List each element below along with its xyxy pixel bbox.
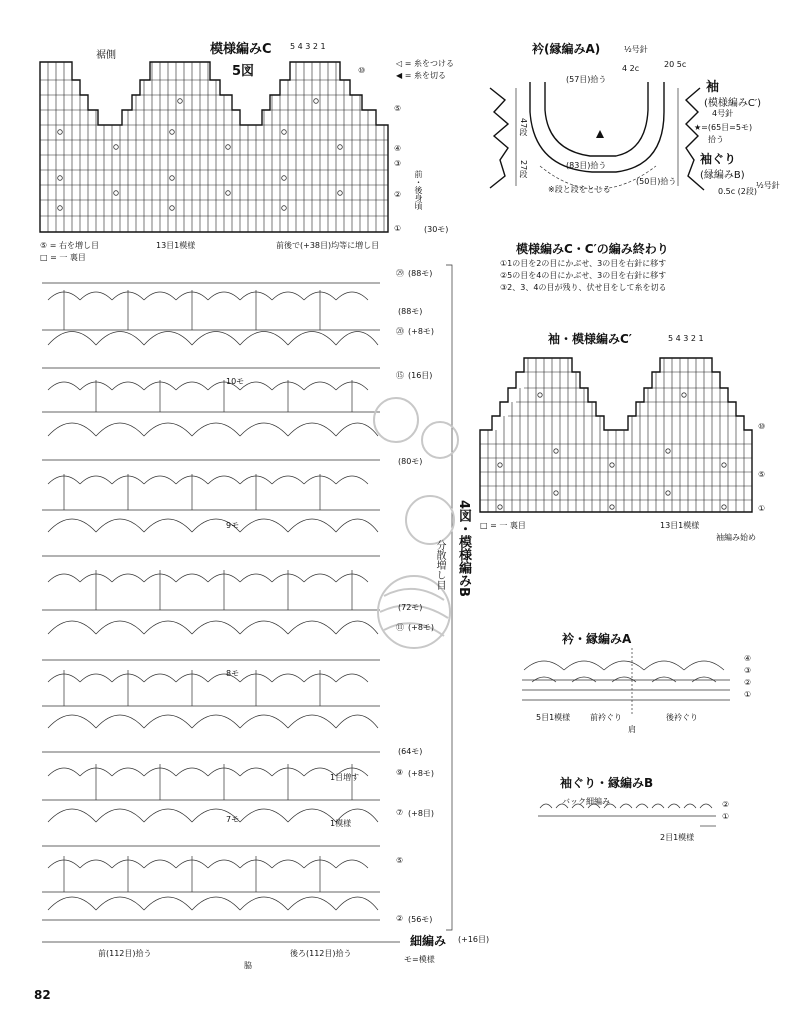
chart-b-count-note: (80モ) [398,457,423,466]
chart-b-count-note: (88モ) [398,307,423,316]
chart-b-inline-label: 1模様 [330,819,352,828]
chart-c-column-numbers: 5 4 3 2 1 [290,42,326,51]
neck-left-rows: 47段 [519,118,528,137]
chart-b-inline-label: 8モ [226,669,240,678]
neck-needle: ½号針 [624,45,648,54]
chart-b-count-note: (88モ) [408,269,433,278]
chart-b-title: 4図・模様編みB [456,500,471,597]
chart-c-stitch-count: (30モ) [424,225,449,234]
edging-a-repeat-label: 5目1模様 [536,713,571,722]
neck-stitches-top: (57目)拾う [566,75,607,84]
edging-b-title: 袖ぐり・縁編みB [560,776,654,790]
edging-a-row-1: ① [744,690,752,699]
neck-note: ※段と段をとじる [548,185,611,194]
chart-b-crochet [42,265,452,942]
edging-a-row-2: ② [744,678,752,687]
sleeve-top-rows: 20 5c [664,60,687,69]
chart-b-inline-label: 9モ [226,521,240,530]
chart-b-rib-note: (+16目) [458,935,490,944]
chart-c-figure-number: 5図 [232,64,255,79]
finishing-line-3: ③2、3、4の目が残り、伏せ目をして糸を切る [500,283,667,292]
chart-c-grid [40,62,388,232]
chart-c-increase-note: 前後で(+38目)均等に増し目 [276,241,380,250]
sleeve-chart-start-note: 袖編み始め [716,533,756,542]
chart-b-count-note: (56モ) [408,915,433,924]
chart-b-subtitle: 分散増し目 [434,540,445,590]
chart-b-count-note: (+8目) [408,809,435,818]
edging-b-row-1: ① [722,812,730,821]
finishing-line-1: ①1の目を2の目にかぶせ、3の目を右針に移す [500,259,667,268]
chart-c-row-5: ⑤ [394,104,402,113]
sleeve-chart-title: 袖・模様編みC′ [548,332,632,346]
chart-b-count-label: ② [396,914,404,923]
finishing-title: 模様編みC・C′の編み終わり [516,242,669,256]
chart-c-row-3: ③ [394,159,402,168]
chart-b-count-note: (72モ) [398,603,423,612]
sleeve-chart-row-5: ⑤ [758,470,766,479]
sleeve-title: 袖 [706,80,720,95]
edging-a-row-4: ④ [744,654,752,663]
legend-cut-yarn: ◀ = 糸を切る [396,71,446,80]
edging-a-chart [522,648,730,716]
edging-a-back-label: 後衿ぐり [666,713,698,722]
chart-c-row-2: ② [394,190,402,199]
sleeve-chart-legend-purl: □ = 一 裏目 [480,521,526,530]
edging-a-title: 衿・縁編みA [562,632,632,646]
sleeve-chart-row-1: ① [758,504,766,513]
neck-stitches-bottom: (83目)拾う [566,161,607,170]
finishing-line-2: ②5の目を4の目にかぶせ、3の目を右針に移す [500,271,667,280]
chart-b-bottom-front: 前(112目)拾う [98,949,152,958]
chart-b-count-note: (+8モ) [408,623,435,632]
neck-rows: 4 2c [622,64,640,73]
chart-b-count-label: ⑤ [396,856,404,865]
chart-b-bottom-back: 後ろ(112目)拾う [290,949,352,958]
chart-b-count-label: ⑦ [396,808,404,817]
chart-b-count-note: (+8モ) [408,769,435,778]
chart-b-bottom-side: 脇 [244,961,252,970]
chart-c-side-label: 裾側 [96,50,116,61]
chart-b-motif-note: モ=模様 [404,955,435,964]
sleeve-chart-grid [480,358,752,512]
chart-c-row-4: ④ [394,144,402,153]
chart-b-count-note: (16目) [408,371,433,380]
chart-b-count-label: ⑮ [396,371,404,380]
chart-b-rib-label: 細編み [410,934,447,948]
chart-b-count-label: ⑪ [396,623,404,632]
sleeve-chart-repeat-label: 13目1模様 [660,521,700,530]
chart-b-inline-label: 7モ [226,815,240,824]
chart-c-row-10: ⑩ [358,66,366,75]
armhole-rows: 0.5c (2段) [718,187,757,196]
sleeve-chart-column-numbers: 5 4 3 2 1 [668,334,704,343]
armhole-needle: ½号針 [756,181,780,190]
legend-add-yarn: ◁ = 糸をつける [396,59,454,68]
sleeve-needle: 4号針 [712,109,734,118]
chart-b-inline-label: 10モ [226,377,245,386]
edging-b-chart [538,804,716,826]
chart-c-title: 模様編みC [210,42,272,57]
armhole-pick: (50目)拾う [636,177,677,186]
armhole-title: 袖ぐり [700,152,737,166]
legend-purl: □ = 一 裏目 [40,253,86,262]
edging-a-mark: 肩 [628,725,636,734]
chart-c-side-note: 前・後身頃 [414,170,423,210]
chart-b-count-label: ⑳ [396,327,404,336]
neck-title: 衿(縁編みA) [532,42,601,56]
page-number: 82 [34,988,51,1002]
neck-left-rows-2: 27段 [519,160,528,179]
edging-a-row-3: ③ [744,666,752,675]
sleeve-subtitle: (模様編みC′) [704,98,762,109]
edging-b-stitch-label: バック細編み [562,797,610,806]
chart-b-count-note: (64モ) [398,747,423,756]
chart-c-repeat-label: 13目1模様 [156,241,196,250]
sleeve-chart-row-10: ⑩ [758,422,766,431]
chart-b-count-note: (+8モ) [408,327,435,336]
chart-c-row-1: ① [394,224,402,233]
sleeve-count-pick: 拾う [708,135,724,144]
edging-b-row-2: ② [722,800,730,809]
armhole-subtitle: (縁編みB) [700,170,745,181]
edging-a-front-label: 前衿ぐり [590,713,622,722]
chart-b-count-label: ⑨ [396,768,404,777]
edging-b-repeat-label: 2目1模様 [660,833,695,842]
chart-b-inline-label: 1目増す [330,773,360,782]
legend-increase: ⑤ = 右を増し目 [40,241,99,250]
chart-b-count-label: ㉙ [396,269,404,278]
sleeve-count: ★=(65目=5モ) [694,123,753,132]
